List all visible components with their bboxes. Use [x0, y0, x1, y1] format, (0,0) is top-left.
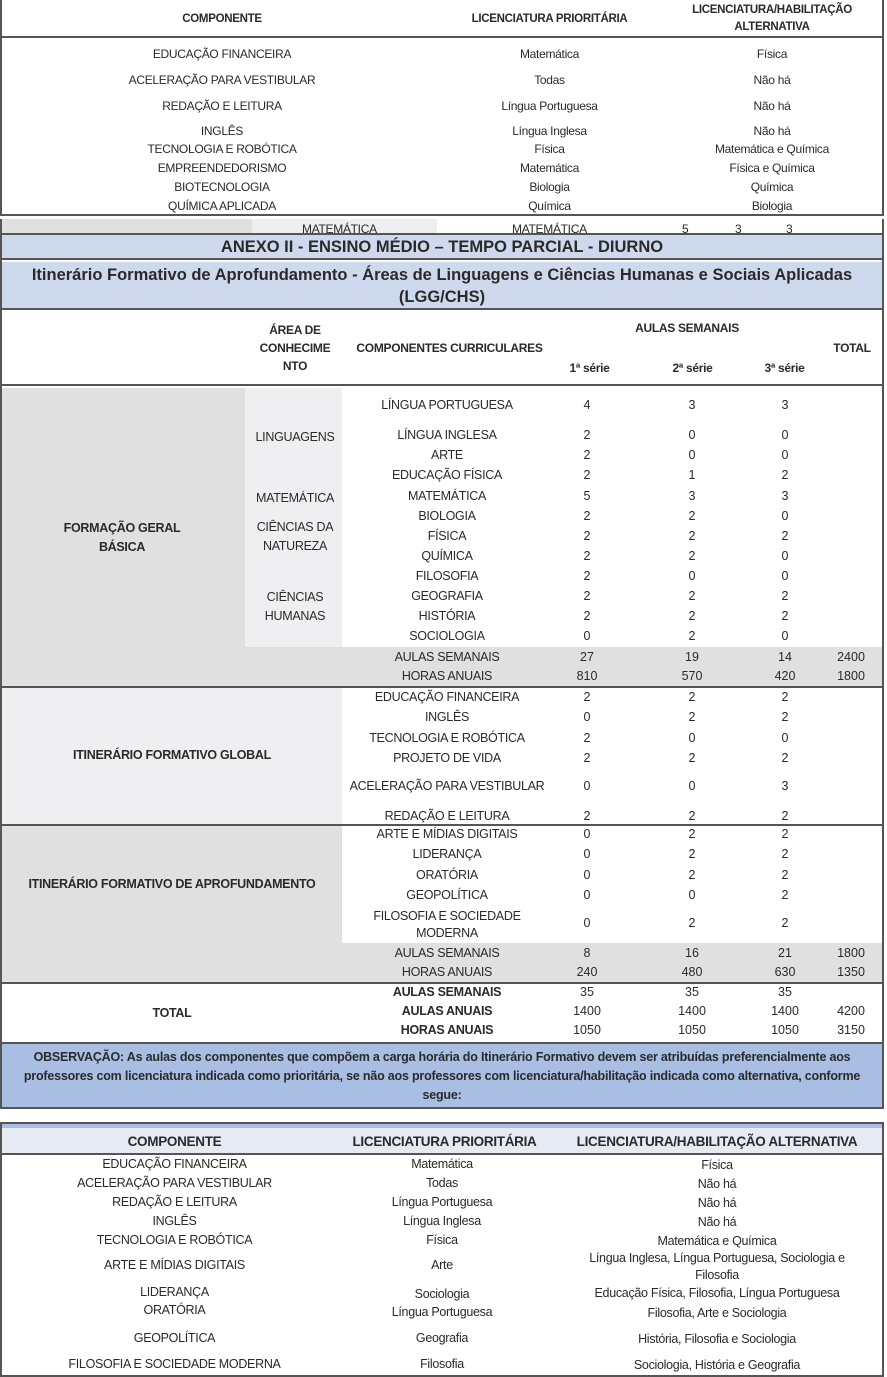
serie-3-value: 0	[781, 569, 789, 583]
table-row	[2, 779, 882, 799]
componente	[342, 908, 552, 942]
area-natureza-line2: NATUREZA	[262, 539, 328, 553]
total-value: 2400	[837, 650, 865, 664]
summary-label: AULAS SEMANAIS	[394, 946, 500, 960]
clipped-componente: MATEMÁTICA	[512, 222, 587, 233]
serie-1-value: 0	[583, 779, 591, 793]
cell-alternativa: Matemática e Química	[657, 1234, 777, 1248]
serie-3-value: 2	[781, 690, 789, 704]
total-row-label: AULAS ANUAIS	[401, 1004, 493, 1018]
componente: ARTE E MÍDIAS DIGITAIS	[376, 827, 518, 841]
section-total	[2, 984, 882, 1042]
serie-1-value: 2	[583, 609, 591, 623]
area-natureza-line1: CIÊNCIAS DA	[256, 520, 334, 534]
cell-alternativa: Biologia	[751, 199, 793, 213]
serie-1-value: 0	[583, 827, 591, 841]
cell-prioritaria: Todas	[534, 73, 565, 87]
serie-2-value: 2	[688, 710, 696, 724]
serie-2-value: 2	[688, 690, 696, 704]
cell-componente: REDAÇÃO E LEITURA	[162, 99, 282, 113]
matrix-header	[2, 312, 882, 386]
serie-2-value: 2	[688, 589, 696, 603]
serie-2-value: 1	[688, 468, 696, 482]
header-alternativa: LICENCIATURA/HABILITAÇÃO ALTERNATIVA	[576, 1134, 858, 1149]
componente: SOCIOLOGIA	[409, 629, 485, 643]
componente: GEOPOLÍTICA	[406, 888, 488, 902]
componente: ORATÓRIA	[416, 868, 478, 882]
label-line-2: BÁSICA	[98, 540, 146, 554]
serie-1-value: 2	[583, 549, 591, 563]
componente-line1: FILOSOFIA E SOCIEDADE	[373, 909, 521, 923]
area-humanas-line2: HUMANAS	[264, 609, 326, 623]
cell-prioritaria: Língua Portuguesa	[501, 99, 598, 113]
serie-3-value: 2	[781, 609, 789, 623]
serie-2-value: 2	[688, 629, 696, 643]
serie-2-value: 19	[685, 650, 699, 664]
cell-alternativa: Língua Inglesa, Língua Portuguesa, Sociologia e Filosofia	[589, 1251, 845, 1282]
componente: ACELERAÇÃO PARA VESTIBULAR	[349, 779, 545, 793]
componente: EDUCAÇÃO FINANCEIRA	[374, 690, 520, 704]
serie-3-value: 0	[781, 629, 789, 643]
serie-1-value: 2	[583, 428, 591, 442]
cell-alternativa: Educação Física, Filosofia, Língua Portuguesa	[594, 1286, 840, 1300]
serie-1-value: 2	[583, 690, 591, 704]
serie-3-value: 3	[781, 398, 789, 412]
componente: BIOLOGIA	[418, 509, 476, 523]
cell-componente: TECNOLOGIA E ROBÓTICA	[96, 1233, 253, 1247]
table-row	[2, 468, 882, 488]
header-area-line1: ÁREA DE	[269, 323, 321, 337]
cell-prioritaria: Língua Portuguesa	[391, 1195, 493, 1209]
header-aulas-semanais: AULAS SEMANAIS	[635, 321, 739, 335]
serie-1-value: 0	[583, 847, 591, 861]
cell-prioritaria: Biologia	[529, 180, 570, 194]
serie-3-value: 1050	[771, 1023, 799, 1037]
header-alternativa: LICENCIATURA/HABILITAÇÃO ALTERNATIVA	[692, 4, 852, 33]
cell-componente: GEOPOLÍTICA	[133, 1331, 216, 1345]
table-row	[2, 751, 882, 771]
table-row	[2, 549, 882, 569]
cell-componente: ARTE E MÍDIAS DIGITAIS	[104, 1258, 245, 1272]
table-row	[2, 888, 882, 908]
cell-alternativa: Não há	[697, 1177, 737, 1191]
serie-3-value: 0	[781, 448, 789, 462]
serie-3-value: 0	[781, 428, 789, 442]
cell-componente: EDUCAÇÃO FINANCEIRA	[102, 1157, 247, 1171]
serie-1-value: 27	[580, 650, 594, 664]
section-itinerario-aprofundamento	[2, 826, 882, 982]
cell-prioritaria: Língua Portuguesa	[391, 1305, 493, 1319]
observation-note: OBSERVAÇÃO: As aulas dos componentes que compõem a carga horária do Itinerário Formativo devem ser atribuídas preferencialmente aos professores com licenciatura indicada como prioritária, se não aos professores com licenciatura/habilitação indicada como alternativa, conforme segue:	[2, 1044, 882, 1107]
section-formacao-geral-basica	[2, 388, 882, 686]
clipped-row-left-cell	[2, 219, 252, 233]
componente: GEOGRAFIA	[411, 589, 483, 603]
serie-2-value: 0	[688, 888, 696, 902]
serie-2-value: 16	[685, 946, 699, 960]
cell-alternativa: Física	[756, 47, 788, 61]
cell-alternativa: Não há	[697, 1215, 737, 1229]
serie-1-value: 2	[583, 809, 591, 823]
serie-2-value: 480	[681, 965, 703, 979]
cell-componente: FILOSOFIA E SOCIEDADE MODERNA	[68, 1357, 281, 1371]
cell-alternativa: Física e Química	[729, 161, 815, 175]
cell-prioritaria: Física	[426, 1233, 458, 1247]
serie-2-value: 0	[688, 428, 696, 442]
area-linguagens: LINGUAGENS	[255, 430, 335, 444]
serie-1-value: 0	[583, 916, 591, 930]
clipped-area: MATEMÁTICA	[302, 222, 377, 233]
serie-2-value: 1050	[678, 1023, 706, 1037]
table-row	[2, 448, 882, 468]
serie-3-value: 630	[774, 965, 796, 979]
serie-2-value: 2	[688, 549, 696, 563]
top-licenciatura-table	[0, 0, 884, 216]
summary-row-aulas-semanais	[2, 650, 882, 670]
cell-prioritaria: Física	[534, 142, 565, 156]
componente-line2: MODERNA	[416, 926, 478, 940]
header-componente: COMPONENTE	[127, 1134, 222, 1149]
cell-prioritaria: Sociologia	[414, 1287, 470, 1301]
header-prioritaria: LICENCIATURA PRIORITÁRIA	[471, 13, 628, 25]
serie-1-value: 810	[576, 669, 598, 683]
curriculum-matrix-table	[0, 233, 884, 1109]
serie-2-value: 2	[688, 809, 696, 823]
serie-1-value: 2	[583, 468, 591, 482]
serie-3-value: 420	[774, 669, 796, 683]
serie-1-value: 2	[583, 509, 591, 523]
table-row	[2, 609, 882, 629]
serie-3-value: 0	[781, 509, 789, 523]
cell-componente: EMPREENDEDORISMO	[157, 161, 287, 175]
table-row	[2, 847, 882, 867]
serie-3-value: 0	[781, 549, 789, 563]
serie-1-value: 2	[583, 529, 591, 543]
serie-2-value: 35	[685, 985, 699, 999]
serie-3-value: 2	[781, 916, 789, 930]
top-table-header	[2, 0, 882, 38]
annex-title: ANEXO II - ENSINO MÉDIO – TEMPO PARCIAL - DIURNO	[2, 235, 882, 260]
serie-2-value: 2	[688, 529, 696, 543]
serie-2-value: 2	[688, 827, 696, 841]
table-row	[2, 589, 882, 609]
annex-subtitle	[2, 262, 882, 310]
serie-1-value: 2	[583, 448, 591, 462]
clipped-v1: 5	[682, 222, 689, 233]
serie-3-value: 0	[781, 731, 789, 745]
serie-1-value: 2	[583, 589, 591, 603]
table-row	[2, 1250, 882, 1284]
serie-2-value: 0	[688, 731, 696, 745]
cell-prioritaria: Geografia	[415, 1331, 469, 1345]
cell-alternativa: História, Filosofia e Sociologia	[638, 1332, 796, 1346]
summary-label: HORAS ANUAIS	[401, 965, 493, 979]
clipped-table-row	[0, 219, 884, 233]
clipped-v2: 3	[735, 222, 742, 233]
header-serie-2: 2ª série	[672, 361, 713, 375]
cell-componente: LIDERANÇA	[140, 1285, 209, 1299]
clipped-v3: 3	[786, 222, 793, 233]
serie-1-value: 5	[583, 489, 591, 503]
area-matematica: MATEMÁTICA	[255, 491, 335, 505]
serie-2-value: 3	[688, 489, 696, 503]
cell-alternativa: Sociologia, História e Geografia	[633, 1358, 801, 1372]
serie-3-value: 2	[781, 809, 789, 823]
serie-1-value: 240	[576, 965, 598, 979]
serie-2-value: 2	[688, 609, 696, 623]
serie-2-value: 2	[688, 847, 696, 861]
serie-1-value: 8	[583, 946, 591, 960]
cell-prioritaria: Língua Inglesa	[403, 1214, 481, 1228]
total-row-aulas-anuais	[2, 1004, 882, 1024]
serie-3-value: 1400	[771, 1004, 799, 1018]
serie-2-value: 2	[688, 509, 696, 523]
header-area-line2: CONHECIME	[259, 341, 331, 355]
cell-alternativa: Matemática e Química	[714, 142, 830, 156]
componente: TECNOLOGIA E ROBÓTICA	[369, 731, 525, 745]
cell-componente: BIOTECNOLOGIA	[174, 180, 270, 194]
total-value: 1800	[837, 669, 865, 683]
header-area-line3: NTO	[282, 359, 308, 373]
componente: QUÍMICA	[421, 549, 473, 563]
table-row	[2, 428, 882, 448]
serie-3-value: 2	[781, 827, 789, 841]
componente: LÍNGUA INGLESA	[397, 428, 497, 442]
subtitle-line-2: (LGG/CHS)	[398, 288, 486, 306]
itinerario-global-label: ITINERÁRIO FORMATIVO GLOBAL	[73, 748, 271, 762]
serie-1-value: 1050	[573, 1023, 601, 1037]
serie-2-value: 2	[688, 868, 696, 882]
serie-1-value: 2	[583, 569, 591, 583]
serie-2-value: 3	[688, 398, 696, 412]
cell-componente: TECNOLOGIA E ROBÓTICA	[147, 142, 297, 156]
header-serie-1: 1ª série	[569, 361, 610, 375]
header-prioritaria: LICENCIATURA PRIORITÁRIA	[352, 1134, 537, 1149]
componente: FÍSICA	[427, 529, 467, 543]
total-row-label: HORAS ANUAIS	[400, 1023, 494, 1037]
cell-prioritaria: Todas	[426, 1176, 458, 1190]
serie-2-value: 0	[688, 569, 696, 583]
componente: FILOSOFIA	[415, 569, 479, 583]
table-row	[2, 690, 882, 710]
summary-row-aulas-semanais	[2, 946, 882, 966]
bottom-table-header	[2, 1124, 882, 1155]
serie-1-value: 2	[583, 751, 591, 765]
header-componentes: COMPONENTES CURRICULARES	[356, 341, 543, 355]
header-total: TOTAL	[833, 341, 871, 355]
cell-alternativa: Não há	[753, 124, 791, 138]
serie-1-value: 4	[583, 398, 591, 412]
serie-3-value: 35	[778, 985, 792, 999]
cell-componente: EDUCAÇÃO FINANCEIRA	[152, 47, 292, 61]
total-value: 4200	[837, 1004, 865, 1018]
summary-label: HORAS ANUAIS	[401, 669, 493, 683]
total-row-horas-anuais	[2, 1023, 882, 1043]
cell-prioritaria: Matemática	[519, 47, 580, 61]
componente: EDUCAÇÃO FÍSICA	[391, 468, 503, 482]
table-row	[2, 908, 882, 942]
cell-alternativa: Não há	[753, 73, 791, 87]
area-humanas-line1: CIÊNCIAS	[266, 590, 324, 604]
componente: MATEMÁTICA	[407, 489, 487, 503]
summary-label: AULAS SEMANAIS	[394, 650, 500, 664]
header-componente: COMPONENTE	[182, 13, 262, 25]
serie-3-value: 2	[781, 847, 789, 861]
componente: PROJETO DE VIDA	[393, 751, 501, 765]
componente: REDAÇÃO E LEITURA	[384, 809, 510, 823]
itinerario-aprofundamento-label: ITINERÁRIO FORMATIVO DE APROFUNDAMENTO	[28, 877, 316, 891]
serie-3-value: 2	[781, 589, 789, 603]
table-row	[2, 509, 882, 529]
componente: LÍNGUA PORTUGUESA	[381, 398, 513, 412]
total-row-aulas-semanais	[2, 985, 882, 1005]
serie-1-value: 0	[583, 888, 591, 902]
serie-1-value: 0	[583, 868, 591, 882]
componente: INGLÊS	[424, 710, 470, 724]
cell-componente: QUÍMICA APLICADA	[168, 199, 276, 213]
componente: LIDERANÇA	[412, 847, 482, 861]
subtitle-line-1: Itinerário Formativo de Aprofundamento - Áreas de Linguagens e Ciências Humanas e Sociais Aplicadas	[31, 266, 853, 284]
total-label: TOTAL	[152, 1006, 192, 1020]
serie-1-value: 0	[583, 710, 591, 724]
cell-alternativa: Filosofia, Arte e Sociologia	[647, 1306, 787, 1320]
header-serie-3: 3ª série	[764, 361, 805, 375]
cell-componente: INGLÊS	[200, 124, 244, 138]
cell-prioritaria: Matemática	[519, 161, 580, 175]
total-value: 1350	[837, 965, 865, 979]
table-row	[2, 529, 882, 549]
serie-2-value: 0	[688, 448, 696, 462]
table-row	[2, 398, 882, 418]
cell-alternativa: Física	[701, 1158, 733, 1172]
cell-prioritaria: Química	[528, 199, 571, 213]
table-row	[2, 868, 882, 888]
cell-prioritaria: Filosofia	[420, 1357, 464, 1371]
cell-alternativa: Química	[750, 180, 794, 194]
table-row	[2, 489, 882, 509]
serie-2-value: 2	[688, 916, 696, 930]
cell-prioritaria: Arte	[431, 1258, 453, 1272]
total-value: 3150	[837, 1023, 865, 1037]
bottom-licenciatura-table	[0, 1122, 884, 1377]
table-row	[2, 629, 882, 649]
serie-3-value: 21	[778, 946, 792, 960]
serie-3-value: 2	[781, 468, 789, 482]
serie-3-value: 2	[781, 710, 789, 724]
cell-componente: REDAÇÃO E LEITURA	[112, 1195, 237, 1209]
cell-prioritaria: Língua Inglesa	[512, 124, 587, 138]
cell-componente: INGLÊS	[152, 1214, 197, 1228]
label-line-1: FORMAÇÃO GERAL	[63, 521, 181, 535]
componente: ARTE	[431, 448, 463, 462]
serie-2-value: 0	[688, 779, 696, 793]
serie-1-value: 35	[580, 985, 594, 999]
cell-componente: ACELERAÇÃO PARA VESTIBULAR	[128, 73, 316, 87]
cell-componente: ACELERAÇÃO PARA VESTIBULAR	[77, 1176, 272, 1190]
serie-1-value: 2	[583, 731, 591, 745]
cell-alternativa: Não há	[697, 1196, 737, 1210]
total-row-label: AULAS SEMANAIS	[392, 985, 502, 999]
serie-3-value: 2	[781, 751, 789, 765]
serie-2-value: 1400	[678, 1004, 706, 1018]
cell-componente: ORATÓRIA	[143, 1303, 206, 1317]
serie-3-value: 14	[778, 650, 792, 664]
serie-3-value: 2	[781, 888, 789, 902]
serie-3-value: 3	[781, 779, 789, 793]
header-area	[245, 321, 345, 375]
serie-1-value: 0	[583, 629, 591, 643]
section-itinerario-global	[2, 688, 882, 824]
serie-1-value: 1400	[573, 1004, 601, 1018]
table-row	[2, 569, 882, 589]
serie-3-value: 2	[781, 529, 789, 543]
serie-2-value: 570	[681, 669, 703, 683]
table-row	[2, 731, 882, 751]
componente: HISTÓRIA	[418, 609, 476, 623]
table-row	[2, 710, 882, 730]
cell-alternativa: Não há	[753, 99, 791, 113]
table-row	[2, 827, 882, 847]
total-value: 1800	[837, 946, 865, 960]
cell-prioritaria: Matemática	[411, 1157, 473, 1171]
serie-3-value: 3	[781, 489, 789, 503]
serie-3-value: 2	[781, 868, 789, 882]
serie-2-value: 2	[688, 751, 696, 765]
